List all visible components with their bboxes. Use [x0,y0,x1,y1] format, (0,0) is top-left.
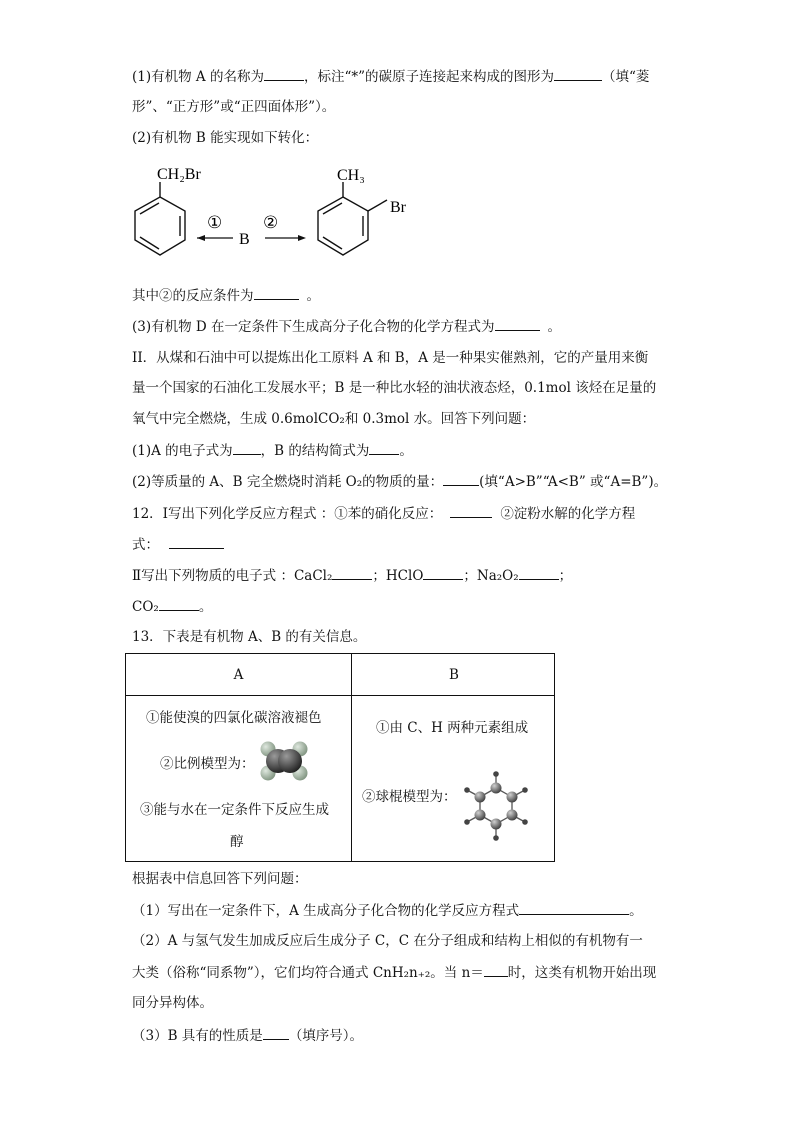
scheme-left-substituent: CH₂Br [157,166,201,183]
q3-end: 。 [547,319,562,335]
sq1-text: （1）写出在一定条件下，A 生成高分子化合物的化学反应方程式 [132,903,520,919]
q1-text-a: (1)有机物 A 的名称为 [132,69,264,85]
question-2-condition [132,285,320,306]
sq3-text-a: （3）B 具有的性质是 [132,1028,263,1044]
sub-question-2-line2 [132,962,656,983]
question-3-line [132,316,561,337]
info-table [125,653,555,862]
answer-blank[interactable] [423,565,463,580]
ii-q2-text-b: (填“A>B”“A<B” 或“A=B”)。 [479,474,668,490]
sq1-end: 。 [629,903,643,919]
question-12-line2 [132,534,224,555]
scheme-step-2: ② [263,213,279,233]
question-2-line: (2)有机物 B 能实现如下转化： [132,130,319,146]
sq3-text-b: （填序号）。 [288,1028,364,1044]
table-header-b: B [449,667,459,683]
answer-blank[interactable] [443,471,479,486]
instructions-line: 根据表中信息回答下列问题： [132,871,308,887]
q2-cond-text: 其中②的反应条件为 [132,288,254,304]
part-ii-line1: II．从煤和石油中可以提炼出化工原料 A 和 B，A 是一种果实催熟剂，它的产量用来衡 [132,350,649,366]
table-a-item-1: ①能使溴的四氯化碳溶液褪色 [146,710,322,726]
scheme-right-substituent-2: Br [390,199,406,216]
part-ii-line2: 量一个国家的石油化工发展水平；B 是一种比水轻的油状液态烃，0.1mol 该烃在足量的 [132,380,657,396]
answer-blank[interactable] [450,503,492,518]
answer-blank[interactable] [254,285,299,300]
table-b-item-2: ②球棍模型为： [362,789,457,805]
q1-text-b: ，标注“*”的碳原子连接起来构成的图形为 [303,69,555,85]
sub-question-2-line1: （2）A 与氢气发生加成反应后生成分子 C，C 在分子组成和结构上相似的有机物有一 [132,933,643,949]
answer-blank[interactable] [519,565,559,580]
ii-q1-text-c: 。 [399,443,413,459]
answer-blank[interactable] [169,534,224,549]
question-13-line: 13．下表是有机物 A、B 的有关信息。 [132,629,367,645]
ethylene-space-filling-model [260,740,308,782]
table-header-a: A [233,667,244,683]
question-12-line3 [132,565,572,586]
sq2-text-b: 时，这类有机物开始出现 [507,965,657,981]
benzene-ball-stick-model [452,766,540,846]
q12-co2-label: CO₂ [132,599,159,615]
reaction-scheme [125,160,435,280]
answer-blank[interactable] [554,66,602,81]
q12-co2-end: 。 [198,599,213,615]
answer-blank[interactable] [369,440,399,455]
table-a-item-3-line1: ③能与水在一定条件下反应生成 [140,802,329,818]
bromotoluene-structure [318,182,387,255]
table-b-item-1: ①由 C、H 两种元素组成 [376,720,529,736]
scheme-right-substituent-1: CH₃ [337,167,365,184]
question-1-line1 [132,66,649,87]
answer-blank[interactable] [495,316,540,331]
part-ii-q2 [132,471,667,492]
answer-blank[interactable] [484,962,508,977]
q1-text-c: （填“菱 [602,69,650,85]
benzyl-bromide-structure [135,182,185,255]
ii-q1-text-a: (1)A 的电子式为 [132,443,233,459]
q12-ii-text-c: ；Na₂O₂ [463,568,519,584]
answer-blank[interactable] [159,596,199,611]
q12-ii-text-d: ； [558,568,573,584]
answer-blank[interactable] [263,1025,289,1040]
q3-text: (3)有机物 D 在一定条件下生成高分子化合物的化学方程式为 [132,319,495,335]
table-a-item-2: ②比例模型为： [160,756,255,772]
ii-q2-text-a: (2)等质量的 A、B 完全燃烧时消耗 O₂的物质的量： [132,474,444,490]
table-a-item-3-line2: 醇 [230,834,244,850]
q12-ii-text-a: Ⅱ写出下列物质的电子式 ：CaCl₂ [132,568,333,584]
scheme-step-1: ① [207,213,223,233]
answer-blank[interactable] [264,66,304,81]
q12-ii-text-b: ；HClO [372,568,424,584]
q12-text-c: 式： [132,537,159,553]
q12-text-b: ②淀粉水解的化学方程 [500,506,636,522]
answer-blank[interactable] [233,440,261,455]
question-12-line1 [132,503,635,524]
q2-cond-end: 。 [306,288,320,304]
sub-question-2-line3: 同分异构体。 [132,995,213,1011]
sq2-text-a: 大类（俗称“同系物”），它们均符合通式 CnH₂n₊₂。当 n＝ [132,965,484,981]
part-ii-q1 [132,440,413,461]
q12-text-a: 12．Ⅰ写出下列化学反应方程式 ：①苯的硝化反应： [132,506,443,522]
part-ii-line3: 氧气中完全燃烧，生成 0.6molCO₂和 0.3mol 水。回答下列问题： [132,411,536,427]
sub-question-1 [132,900,643,921]
ii-q1-text-b: ，B 的结构简式为 [260,443,370,459]
scheme-b-label: B [239,231,250,248]
sub-question-3 [132,1025,363,1046]
answer-blank[interactable] [519,900,629,915]
answer-blank[interactable] [332,565,372,580]
question-1-line2: 形”、“正方形”或“正四面体形”）。 [132,99,336,115]
question-12-line4 [132,596,212,617]
